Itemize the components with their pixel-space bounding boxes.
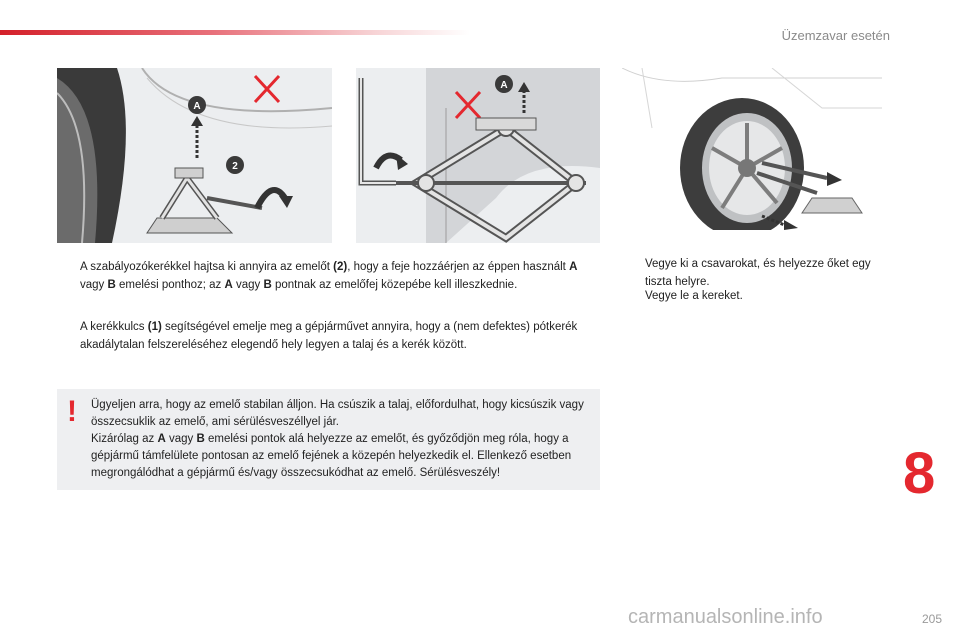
watermark: carmanualsonline.info (628, 606, 823, 628)
chapter-number: 8 (903, 441, 936, 506)
warning-box (57, 389, 600, 490)
label-2: 2 (232, 161, 238, 172)
warning-text: Ügyeljen arra, hogy az emelő stabilan álljon. Ha csúszik a talaj, előfordulhat, hogy kicsúszik vagy összecsuklik az emelő, ami sérülésveszéllyel jár. Kizárólag az A vagy B emelési pontok alá helyezze az emelőt, és győződjön meg róla, hogy a gépjármű támfelülete pontosan az emelő fejének a közepén helyezkedik el. Ellenkező esetben megrongálódhat a gépjármű és/vagy összecsukódhat az emelő. Sérülésveszély! (91, 399, 584, 479)
label-a-1: A (193, 101, 201, 112)
wheel-removal-illustration (622, 68, 882, 230)
instruction-text: A szabályozókerékkel hajtsa ki annyira az emelőt (2), hogy a feje hozzáérjen az éppen használt A vagy B emelési ponthoz; az A vagy B pontnak az emelőfej közepébe kell illeszkednie. (80, 261, 578, 291)
jack-closeup-illustration (356, 68, 600, 243)
page-number: 205 (921, 612, 942, 626)
section-title: Üzemzavar esetén (781, 28, 890, 43)
jack-positioning-illustration (57, 68, 332, 243)
instruction-text: A kerékkulcs (1) segítségével emelje meg a gépjárművet annyira, hogy a (nem defektes) pótkerék akadálytalan felszereléséhez elegendő hely legyen a talaj és a kerék között. (80, 321, 578, 351)
instruction-text: Vegye le a kereket. (645, 290, 743, 302)
instruction-raise-jack (60, 258, 580, 312)
instruction-text: Vegye ki a csavarokat, és helyezze őket egy tiszta helyre. (645, 258, 871, 288)
header-accent-bar (0, 30, 470, 35)
label-a-2: A (500, 80, 508, 91)
instruction-lift-vehicle (60, 318, 580, 354)
instruction-remove-bolts (625, 255, 885, 291)
warning-icon: ! (67, 395, 77, 428)
instruction-remove-wheel (625, 287, 885, 305)
